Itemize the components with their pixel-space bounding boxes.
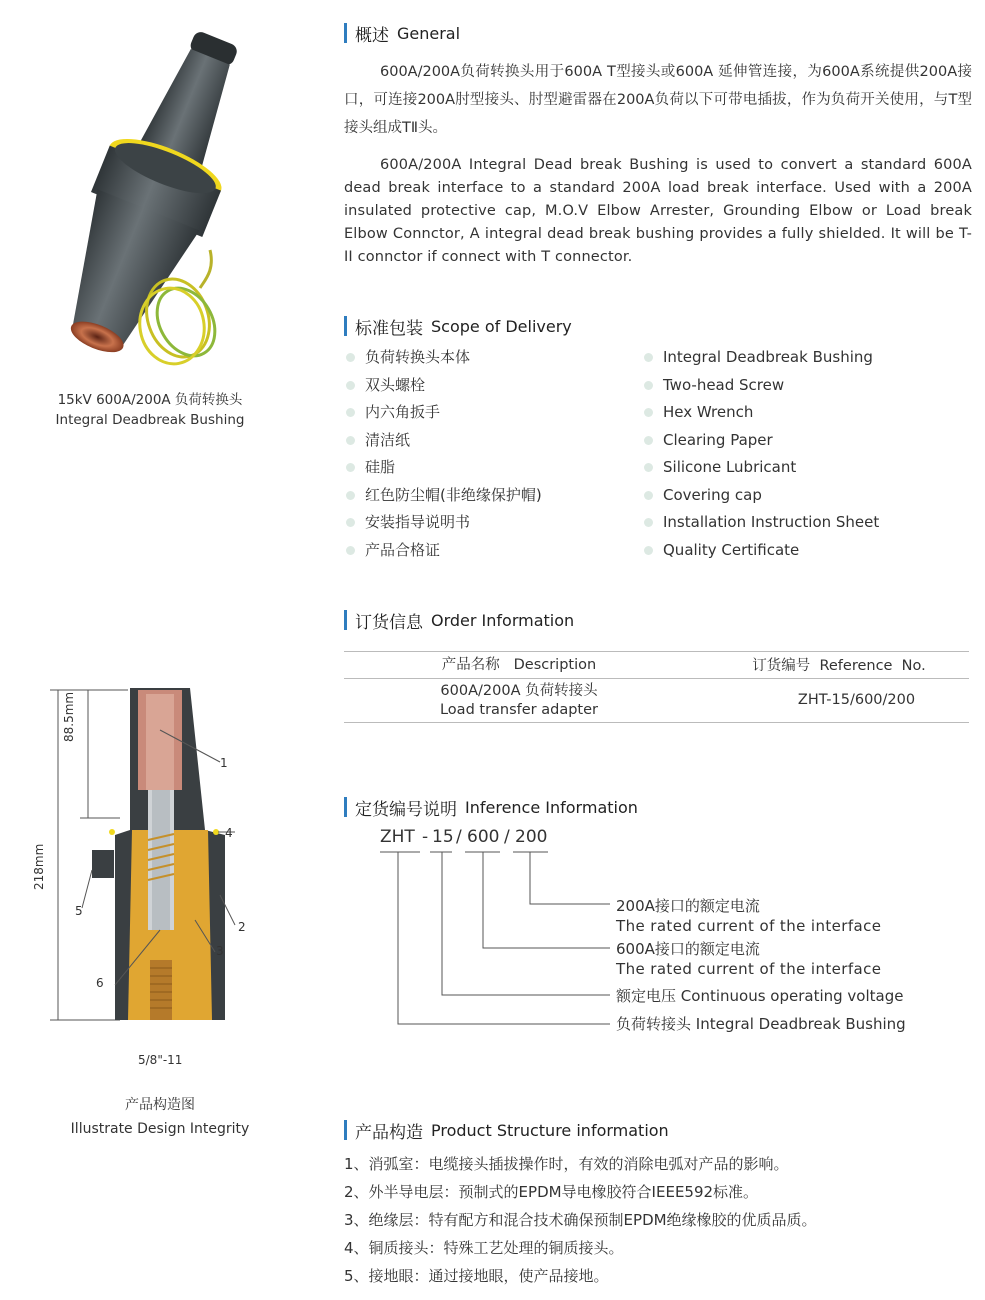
diagram-callout-1: 1 [220, 756, 228, 770]
bullet-dot-icon [644, 408, 653, 417]
bullet-dot-icon [644, 353, 653, 362]
list-item: 2、外半导电层：预制式的EPDM导电橡胶符合IEEE592标准。 [344, 1183, 759, 1201]
list-item: 1、消弧室：电缆接头插拔操作时，有效的消除电弧对产品的影响。 [344, 1155, 789, 1173]
heading-bar [344, 23, 347, 43]
heading-bar [344, 610, 347, 630]
list-item-label: 硅脂 [365, 458, 396, 476]
diagram-callout-5: 5 [75, 904, 83, 918]
code-slash: / [456, 827, 462, 847]
list-item [346, 511, 542, 539]
bullet-dot-icon [644, 518, 653, 527]
photo-caption-zh: 15kV 600A/200A 负荷转换头 [57, 392, 243, 408]
bullet-dot-icon [346, 353, 355, 362]
code-part-voltage: 15 [432, 827, 454, 847]
table-header-description: 产品名称 Description [441, 657, 597, 673]
table-cell-reference: ZHT-15/600/200 [797, 692, 916, 708]
delivery-title-zh: 标准包装 [355, 318, 423, 339]
diagram-caption-zh: 产品构造图 [125, 1097, 195, 1113]
list-item-label: Integral Deadbreak Bushing [663, 348, 873, 366]
list-item [644, 484, 879, 512]
list-item-label: 负荷转换头本体 [365, 348, 471, 366]
list-item-label: Clearing Paper [663, 430, 773, 449]
diagram-callout-4: 4 [225, 826, 233, 840]
inference-label-voltage [616, 986, 903, 1006]
order-title-en: Order Information [431, 610, 575, 630]
inference-title-zh: 定货编号说明 [355, 799, 457, 820]
heading-bar [344, 316, 347, 336]
inference-label-600a [616, 939, 881, 979]
list-item [644, 374, 879, 402]
inference-label-bushing [616, 1014, 906, 1034]
general-paragraph-en: 600A/200A Integral Dead break Bushing is used to convert a standard 600A dead break interface to a standard 200A load break interface. Used with a 200A insulated protective cap, M.O.V Elbow Arrester, Grounding Elbow or Load break Elbow Connctor, A integral dead break bushing provides a fully shielded. It will be T-II connctor if connect with T connector. [344, 157, 972, 265]
diagram-thread-label: 5/8"-11 [138, 1053, 183, 1067]
bullet-dot-icon [346, 491, 355, 500]
code-part-200: 200 [515, 827, 548, 847]
list-item [644, 429, 879, 457]
bullet-dot-icon [644, 381, 653, 390]
list-item-label: Hex Wrench [663, 403, 754, 421]
inference-label-zh: 额定电压 [616, 987, 677, 1005]
delivery-list-en [644, 346, 879, 566]
bullet-dot-icon [346, 546, 355, 555]
code-dash: - [422, 827, 429, 847]
photo-caption-en: Integral Deadbreak Bushing [55, 412, 245, 428]
list-item: 4、铜质接头：特殊工艺处理的铜质接头。 [344, 1239, 624, 1257]
structure-list [344, 1152, 817, 1292]
list-item [346, 401, 542, 429]
delivery-heading [344, 315, 572, 337]
table-rule [344, 678, 969, 679]
diagram-dim-top: 88.5mm [62, 691, 76, 742]
list-item [644, 346, 879, 374]
list-item-label: 清洁纸 [365, 430, 411, 449]
structure-title-en: Product Structure information [431, 1120, 669, 1140]
list-item [644, 456, 879, 484]
list-item [346, 539, 542, 567]
inference-label-zh: 负荷转接头 [616, 1015, 692, 1033]
structure-heading [344, 1119, 669, 1141]
bullet-dot-icon [346, 518, 355, 527]
code-slash: / [504, 827, 510, 847]
list-item-label: Silicone Lubricant [663, 458, 797, 476]
list-item-label: 红色防尘帽(非绝缘保护帽) [365, 485, 542, 504]
table-cell-description-en: Load transfer adapter [439, 702, 598, 718]
inference-title-en: Inference Information [465, 797, 638, 817]
order-title-zh: 订货信息 [355, 612, 423, 633]
table-header-reference: 订货编号 Reference No. [752, 658, 926, 674]
delivery-list-zh [346, 346, 542, 566]
diagram-caption [10, 1093, 310, 1141]
table-rule [344, 722, 969, 723]
inference-label-en: The rated current of the interface [616, 960, 882, 978]
diagram-caption-en: Illustrate Design Integrity [70, 1121, 250, 1137]
bullet-dot-icon [644, 463, 653, 472]
table-rule [344, 651, 969, 652]
code-part-series: ZHT [380, 827, 415, 847]
product-photo-caption [0, 390, 300, 430]
table-cell-description-zh: 600A/200A 负荷转接头 [440, 683, 598, 699]
structure-diagram [20, 680, 300, 1080]
list-item-label: Covering cap [663, 485, 762, 504]
list-item [346, 429, 542, 457]
general-title-zh: 概述 [355, 25, 389, 46]
list-item: 5、接地眼：通过接地眼，使产品接地。 [344, 1267, 609, 1285]
structure-title-zh: 产品构造 [355, 1122, 423, 1143]
general-heading [344, 22, 460, 44]
list-item [346, 484, 542, 512]
list-item [346, 456, 542, 484]
bullet-dot-icon [644, 491, 653, 500]
heading-bar [344, 797, 347, 817]
list-item-label: 双头螺栓 [365, 375, 426, 394]
list-item-label: Installation Instruction Sheet [663, 513, 880, 531]
product-photo [0, 20, 300, 380]
diagram-dim-total: 218mm [32, 843, 46, 890]
inference-label-en: Integral Deadbreak Bushing [695, 1015, 906, 1033]
list-item [644, 401, 879, 429]
delivery-title-en: Scope of Delivery [431, 316, 572, 336]
list-item [644, 511, 879, 539]
bullet-dot-icon [346, 381, 355, 390]
bullet-dot-icon [644, 546, 653, 555]
inference-label-en: The rated current of the interface [616, 917, 882, 935]
list-item [644, 539, 879, 567]
inference-label-en: Continuous operating voltage [680, 987, 904, 1005]
order-heading [344, 609, 574, 631]
list-item: 3、绝缘层：特有配方和混合技术确保预制EPDM绝缘橡胶的优质品质。 [344, 1211, 817, 1229]
general-paragraph-zh: 600A/200A负荷转换头用于600A T型接头或600A 延伸管连接，为600A系统提供200A接口，可连接200A肘型接头、肘型避雷器在200A负荷以下可带电插拔，作为负荷开关使用，与T型接头组成TⅡ头。 [344, 64, 972, 136]
code-part-600: 600 [467, 827, 500, 847]
bullet-dot-icon [644, 436, 653, 445]
bullet-dot-icon [346, 463, 355, 472]
inference-label-zh: 600A接口的额定电流 [616, 940, 760, 958]
inference-leader-lines [380, 850, 640, 1040]
inference-heading [344, 796, 638, 818]
list-item-label: 产品合格证 [365, 540, 441, 559]
list-item-label: 安装指导说明书 [365, 513, 471, 531]
general-title-en: General [397, 23, 461, 43]
diagram-callout-3: 3 [216, 944, 224, 958]
bullet-dot-icon [346, 436, 355, 445]
list-item [346, 374, 542, 402]
bullet-dot-icon [346, 408, 355, 417]
list-item [346, 346, 542, 374]
inference-label-200a [616, 896, 881, 936]
diagram-callout-2: 2 [238, 920, 246, 934]
diagram-callout-6: 6 [96, 976, 104, 990]
list-item-label: Two-head Screw [663, 375, 785, 394]
list-item-label: 内六角扳手 [365, 403, 441, 421]
inference-label-zh: 200A接口的额定电流 [616, 897, 760, 915]
order-table [344, 651, 969, 723]
heading-bar [344, 1120, 347, 1140]
list-item-label: Quality Certificate [663, 540, 800, 559]
